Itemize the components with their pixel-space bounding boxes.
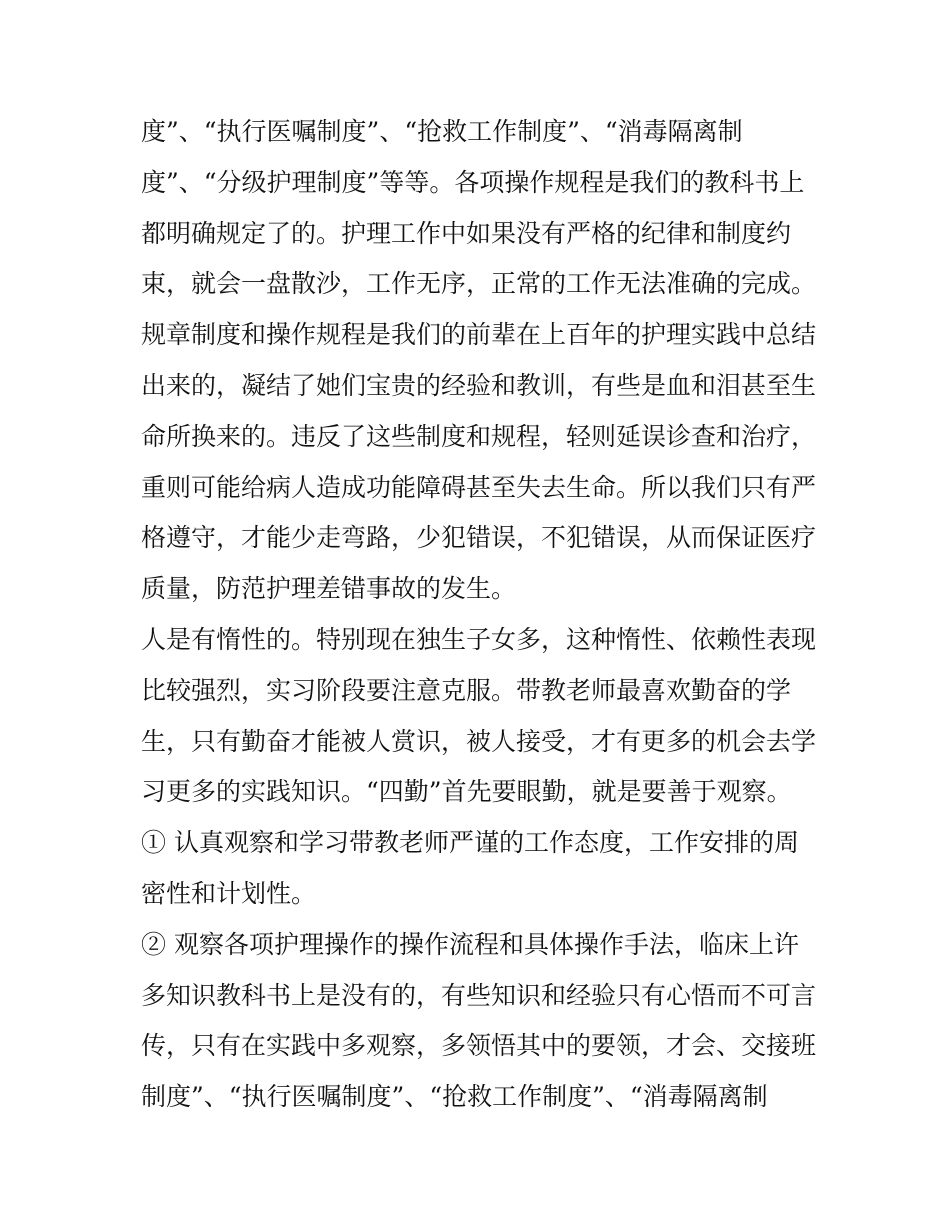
text-line: 比较强烈，实习阶段要注意克服。带教老师最喜欢勤奋的学 <box>141 675 792 705</box>
text-line: 习更多的实践知识。“四勤”首先要眼勤，就是要善于观察。 <box>141 777 792 807</box>
text-line: 密性和计划性。 <box>141 878 317 908</box>
text-line: 规章制度和操作规程是我们的前辈在上百年的护理实践中总结 <box>141 320 817 350</box>
text-line: 度”、“分级护理制度”等等。各项操作规程是我们的教科书上 <box>141 167 805 197</box>
text-line: 传，只有在实践中多观察，多领悟其中的要领，才会、交接班 <box>141 1031 817 1061</box>
text-line: 格遵守，才能少走弯路，少犯错误，不犯错误，从而保证医疗 <box>141 523 817 553</box>
text-line: 度”、“执行医嘱制度”、“抢救工作制度”、“消毒隔离制 <box>141 117 743 146</box>
text-line: 质量，防范护理差错事故的发生。 <box>141 574 517 604</box>
text-line: 生，只有勤奋才能被人赏识，被人接受，才有更多的机会去学 <box>141 726 817 756</box>
text-line: 制度”、“执行医嘱制度”、“抢救工作制度”、“消毒隔离制 <box>141 1082 768 1112</box>
text-line: ① 认真观察和学习带教老师严谨的工作态度，工作安排的周 <box>141 828 799 858</box>
text-line: 命所换来的。违反了这些制度和规程，轻则延误诊查和治疗， <box>141 421 817 451</box>
text-line: 人是有惰性的。特别现在独生子女多，这种惰性、依赖性表现 <box>141 624 817 654</box>
text-line: ② 观察各项护理操作的操作流程和具体操作手法，临床上许 <box>141 929 799 959</box>
text-line: 多知识教科书上是没有的，有些知识和经验只有心悟而不可言 <box>141 980 817 1010</box>
text-line: 重则可能给病人造成功能障碍甚至失去生命。所以我们只有严 <box>141 472 817 502</box>
text-line: 都明确规定了的。护理工作中如果没有严格的纪律和制度约 <box>141 218 792 248</box>
text-line: 束，就会一盘散沙，工作无序，正常的工作无法准确的完成。 <box>141 269 817 299</box>
text-line: 出来的，凝结了她们宝贵的经验和教训，有些是血和泪甚至生 <box>141 370 817 400</box>
document-text-body <box>141 107 831 1123</box>
